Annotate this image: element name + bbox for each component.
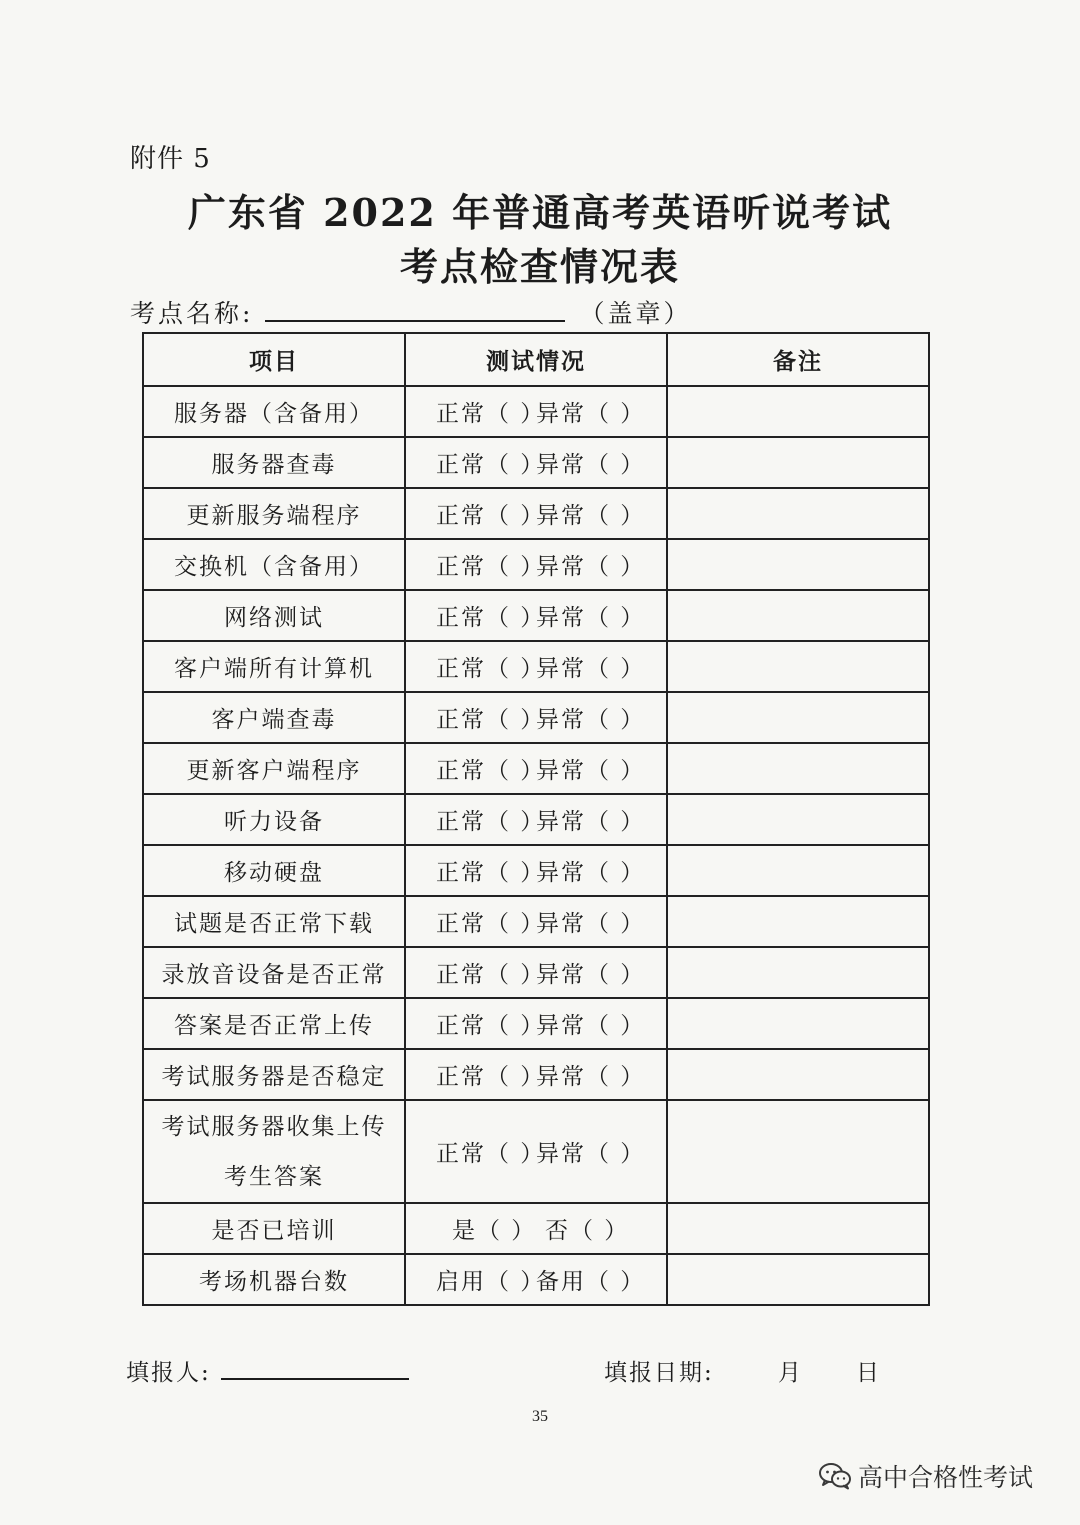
table-row <box>143 998 929 1049</box>
option-normal: 正常 <box>436 707 486 733</box>
checkbox-abnormal[interactable]: （ ） <box>586 962 646 988</box>
reporter-label: 填报人: <box>126 1360 211 1386</box>
checkbox-normal[interactable]: （ ） <box>486 503 546 529</box>
option-normal: 正常 <box>436 1013 486 1039</box>
option-normal: 正常 <box>436 809 486 835</box>
table-row <box>143 488 929 539</box>
table-row <box>143 1049 929 1100</box>
checkbox-abnormal[interactable]: （ ） <box>586 860 646 886</box>
row-item: 网络测试 <box>143 590 405 641</box>
annex-label: 附件 5 <box>130 144 211 174</box>
watermark-text: 高中合格性考试 <box>858 1463 1034 1492</box>
option-abnormal: 异常 <box>536 452 586 478</box>
option-normal: 正常 <box>436 1064 486 1090</box>
row-status[interactable] <box>405 1203 667 1254</box>
checkbox-abnormal[interactable]: （ ） <box>586 1064 646 1090</box>
seal-note: （盖章） <box>579 299 692 328</box>
row-item: 试题是否正常下载 <box>143 896 405 947</box>
checkbox-abnormal[interactable]: （ ） <box>586 452 646 478</box>
row-item: 服务器（含备用） <box>143 386 405 437</box>
option-abnormal: 异常 <box>536 1064 586 1090</box>
row-item <box>143 1100 405 1203</box>
row-status[interactable] <box>405 386 667 437</box>
option-abnormal: 异常 <box>536 1141 586 1167</box>
row-status[interactable] <box>405 743 667 794</box>
venue-row <box>130 294 691 330</box>
table-header-row <box>143 333 929 386</box>
watermark <box>818 1458 1033 1494</box>
option-normal: 正常 <box>436 962 486 988</box>
checkbox-abnormal[interactable]: （ ） <box>586 1013 646 1039</box>
row-note[interactable] <box>667 794 929 845</box>
option-abnormal: 异常 <box>536 503 586 529</box>
option-abnormal: 异常 <box>536 707 586 733</box>
option-normal: 正常 <box>436 503 486 529</box>
row-status[interactable] <box>405 1100 667 1203</box>
table-body <box>143 386 929 1305</box>
checkbox-normal[interactable]: （ ） <box>486 554 546 580</box>
table-row <box>143 539 929 590</box>
row-item: 客户端所有计算机 <box>143 641 405 692</box>
reporter-field[interactable] <box>221 1354 409 1380</box>
row-status[interactable] <box>405 845 667 896</box>
option-abnormal: 异常 <box>536 860 586 886</box>
option-normal: 正常 <box>436 656 486 682</box>
document-title: 广东省 2022 年普通高考英语听说考试 <box>187 190 893 235</box>
row-note[interactable] <box>667 539 929 590</box>
table-row <box>143 1254 929 1305</box>
count-in-use[interactable]: （ ） <box>486 1269 546 1295</box>
checkbox-abnormal[interactable]: （ ） <box>586 1141 646 1167</box>
option-normal: 正常 <box>436 758 486 784</box>
venue-name-field[interactable] <box>265 294 565 322</box>
row-item: 录放音设备是否正常 <box>143 947 405 998</box>
option-abnormal: 异常 <box>536 758 586 784</box>
checkbox-normal[interactable]: （ ） <box>486 758 546 784</box>
option-normal: 正常 <box>436 401 486 427</box>
option-normal: 正常 <box>436 1141 486 1167</box>
row-item: 更新客户端程序 <box>143 743 405 794</box>
table-row <box>143 437 929 488</box>
header-note: 备注 <box>667 333 929 386</box>
row-status[interactable] <box>405 692 667 743</box>
row-note[interactable] <box>667 692 929 743</box>
checkbox-normal[interactable]: （ ） <box>486 809 546 835</box>
row-item: 听力设备 <box>143 794 405 845</box>
option-abnormal: 异常 <box>536 605 586 631</box>
row-note[interactable] <box>667 437 929 488</box>
row-item: 考试服务器是否稳定 <box>143 1049 405 1100</box>
row-note[interactable] <box>667 1203 929 1254</box>
option-no: 否 <box>545 1218 570 1244</box>
row-status[interactable] <box>405 1254 667 1305</box>
option-normal: 正常 <box>436 860 486 886</box>
option-abnormal: 异常 <box>536 1013 586 1039</box>
table-row <box>143 386 929 437</box>
row-item-line2: 考生答案 <box>224 1163 324 1190</box>
checkbox-normal[interactable]: （ ） <box>486 707 546 733</box>
row-status[interactable] <box>405 794 667 845</box>
row-status[interactable] <box>405 641 667 692</box>
row-status[interactable] <box>405 998 667 1049</box>
checkbox-no[interactable]: （ ） <box>570 1218 630 1244</box>
table-row <box>143 590 929 641</box>
option-abnormal: 异常 <box>536 656 586 682</box>
row-note[interactable] <box>667 845 929 896</box>
row-note[interactable] <box>667 1049 929 1100</box>
checkbox-yes[interactable]: （ ） <box>477 1218 537 1244</box>
venue-label: 考点名称: <box>130 299 254 328</box>
table-row <box>143 896 929 947</box>
checkbox-normal[interactable]: （ ） <box>486 962 546 988</box>
table-row <box>143 1100 929 1203</box>
row-item: 服务器查毒 <box>143 437 405 488</box>
option-abnormal: 异常 <box>536 809 586 835</box>
option-abnormal: 异常 <box>536 401 586 427</box>
checkbox-normal[interactable]: （ ） <box>486 605 546 631</box>
checkbox-abnormal[interactable]: （ ） <box>586 707 646 733</box>
checkbox-normal[interactable]: （ ） <box>486 1141 546 1167</box>
row-item: 客户端查毒 <box>143 692 405 743</box>
row-item-line1: 考试服务器收集上传 <box>161 1113 387 1140</box>
table-row <box>143 1203 929 1254</box>
checkbox-abnormal[interactable]: （ ） <box>586 605 646 631</box>
row-note[interactable] <box>667 947 929 998</box>
option-normal: 正常 <box>436 605 486 631</box>
checkbox-normal[interactable]: （ ） <box>486 1013 546 1039</box>
row-status[interactable] <box>405 488 667 539</box>
reporter-row <box>126 1354 409 1387</box>
checkbox-abnormal[interactable]: （ ） <box>586 656 646 682</box>
wechat-icon <box>818 1462 852 1490</box>
row-status[interactable] <box>405 1049 667 1100</box>
table-row <box>143 794 929 845</box>
checkbox-abnormal[interactable]: （ ） <box>586 401 646 427</box>
date-day: 日 <box>856 1360 881 1386</box>
option-abnormal: 异常 <box>536 554 586 580</box>
row-item: 更新服务端程序 <box>143 488 405 539</box>
table-row <box>143 641 929 692</box>
row-item: 交换机（含备用） <box>143 539 405 590</box>
table-row <box>143 692 929 743</box>
row-note[interactable] <box>667 743 929 794</box>
row-status[interactable] <box>405 590 667 641</box>
checkbox-abnormal[interactable]: （ ） <box>586 554 646 580</box>
option-normal: 正常 <box>436 554 486 580</box>
row-item: 考场机器台数 <box>143 1254 405 1305</box>
report-date-row <box>604 1354 881 1387</box>
inspection-table <box>142 332 930 1306</box>
row-note[interactable] <box>667 1100 929 1203</box>
checkbox-normal[interactable]: （ ） <box>486 1064 546 1090</box>
row-status[interactable] <box>405 896 667 947</box>
checkbox-abnormal[interactable]: （ ） <box>586 911 646 937</box>
row-note[interactable] <box>667 998 929 1049</box>
checkbox-normal[interactable]: （ ） <box>486 860 546 886</box>
checkbox-normal[interactable]: （ ） <box>486 452 546 478</box>
checkbox-abnormal[interactable]: （ ） <box>586 503 646 529</box>
table-row <box>143 743 929 794</box>
option-abnormal: 异常 <box>536 962 586 988</box>
page-number: 35 <box>532 1408 548 1425</box>
row-status[interactable] <box>405 437 667 488</box>
checkbox-normal[interactable]: （ ） <box>486 656 546 682</box>
option-abnormal: 异常 <box>536 911 586 937</box>
checkbox-abnormal[interactable]: （ ） <box>586 809 646 835</box>
row-item: 是否已培训 <box>143 1203 405 1254</box>
option-yes: 是 <box>452 1218 477 1244</box>
row-status[interactable] <box>405 947 667 998</box>
row-status[interactable] <box>405 539 667 590</box>
checkbox-abnormal[interactable]: （ ） <box>586 758 646 784</box>
row-item: 答案是否正常上传 <box>143 998 405 1049</box>
date-month: 月 <box>778 1360 803 1386</box>
count-backup[interactable]: （ ） <box>586 1269 646 1295</box>
header-item: 项目 <box>143 333 405 386</box>
row-note[interactable] <box>667 488 929 539</box>
option-in-use: 启用 <box>436 1269 486 1295</box>
row-note[interactable] <box>667 641 929 692</box>
date-label: 填报日期: <box>604 1360 714 1386</box>
row-note[interactable] <box>667 1254 929 1305</box>
checkbox-normal[interactable]: （ ） <box>486 401 546 427</box>
table-row <box>143 947 929 998</box>
row-note[interactable] <box>667 386 929 437</box>
option-normal: 正常 <box>436 911 486 937</box>
row-note[interactable] <box>667 590 929 641</box>
table-row <box>143 845 929 896</box>
row-note[interactable] <box>667 896 929 947</box>
header-status: 测试情况 <box>405 333 667 386</box>
checkbox-normal[interactable]: （ ） <box>486 911 546 937</box>
row-item: 移动硬盘 <box>143 845 405 896</box>
document-subtitle: 考点检查情况表 <box>399 244 680 289</box>
option-backup: 备用 <box>536 1269 586 1295</box>
option-normal: 正常 <box>436 452 486 478</box>
